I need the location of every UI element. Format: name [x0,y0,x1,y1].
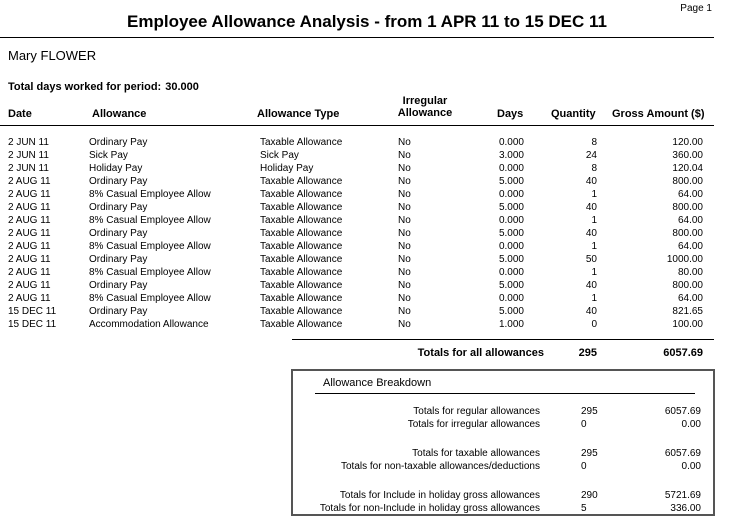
cell-irregular: No [398,241,411,252]
header-irregular-line2: Allowance [397,107,453,119]
cell-quantity: 1 [591,267,597,278]
cell-gross: 120.04 [672,163,703,174]
cell-gross: 1000.00 [666,254,703,265]
cell-irregular: No [398,228,411,239]
cell-days: 0.000 [498,241,524,252]
cell-allowance: 8% Casual Employee Allow [89,241,211,252]
breakdown-quantity: 0 [581,461,587,472]
cell-allowance: 8% Casual Employee Allow [89,293,211,304]
cell-days: 5.000 [498,228,524,239]
cell-allowance-type: Taxable Allowance [260,267,343,278]
cell-gross: 100.00 [672,319,703,330]
cell-days: 5.000 [498,306,524,317]
cell-allowance: Ordinary Pay [89,254,148,265]
cell-quantity: 50 [585,254,597,265]
breakdown-label: Totals for taxable allowances [412,448,540,459]
cell-allowance: Sick Pay [89,150,128,161]
header-gross-amount: Gross Amount ($) [612,108,705,120]
cell-days: 5.000 [498,202,524,213]
breakdown-row [293,503,713,516]
cell-quantity: 24 [585,150,597,161]
cell-allowance-type: Taxable Allowance [260,202,343,213]
cell-gross: 821.65 [672,306,703,317]
cell-allowance: Holiday Pay [89,163,143,174]
cell-allowance-type: Taxable Allowance [260,176,343,187]
cell-allowance-type: Taxable Allowance [260,189,343,200]
table-row [0,241,734,254]
cell-quantity: 1 [591,293,597,304]
allowance-breakdown-box [291,369,715,516]
cell-quantity: 8 [591,163,597,174]
cell-days: 0.000 [498,163,524,174]
cell-date: 2 AUG 11 [8,189,51,200]
cell-quantity: 1 [591,189,597,200]
cell-allowance-type: Taxable Allowance [260,137,343,148]
table-row [0,202,734,215]
breakdown-label: Totals for non-taxable allowances/deductions [340,461,540,472]
cell-quantity: 8 [591,137,597,148]
cell-allowance: 8% Casual Employee Allow [89,267,211,278]
cell-days: 3.000 [498,150,524,161]
breakdown-label: Totals for regular allowances [413,406,540,417]
table-row [0,280,734,293]
cell-date: 2 JUN 11 [8,150,49,161]
cell-date: 2 AUG 11 [8,176,51,187]
breakdown-label: Totals for Include in holiday gross allowances [339,490,540,501]
cell-allowance-type: Taxable Allowance [260,215,343,226]
cell-date: 2 AUG 11 [8,267,51,278]
cell-days: 0.000 [498,137,524,148]
cell-days: 5.000 [498,254,524,265]
days-worked-value: 30.000 [165,81,199,93]
cell-allowance: Ordinary Pay [89,137,148,148]
header-irregular-line1: Irregular [402,95,448,107]
cell-date: 2 AUG 11 [8,293,51,304]
cell-gross: 64.00 [677,293,703,304]
cell-allowance: Ordinary Pay [89,176,148,187]
totals-gross: 6057.69 [663,347,703,359]
table-row [0,228,734,241]
cell-quantity: 1 [591,215,597,226]
employee-name: Mary FLOWER [8,48,97,63]
cell-gross: 800.00 [672,202,703,213]
cell-gross: 120.00 [672,137,703,148]
cell-gross: 360.00 [672,150,703,161]
breakdown-quantity: 5 [581,503,587,514]
cell-irregular: No [398,150,411,161]
cell-irregular: No [398,280,411,291]
cell-gross: 64.00 [677,189,703,200]
cell-days: 5.000 [498,280,524,291]
header-irregular [384,95,466,119]
cell-allowance: Accommodation Allowance [89,319,209,330]
cell-allowance-type: Taxable Allowance [260,319,343,330]
cell-allowance-type: Taxable Allowance [260,280,343,291]
cell-quantity: 40 [585,280,597,291]
cell-quantity: 40 [585,176,597,187]
cell-allowance-type: Taxable Allowance [260,228,343,239]
title-divider [0,37,714,38]
cell-allowance: Ordinary Pay [89,228,148,239]
header-allowance: Allowance [92,108,147,120]
breakdown-quantity: 295 [581,448,598,459]
breakdown-quantity: 0 [581,419,587,430]
table-row [0,293,734,306]
breakdown-label: Totals for irregular allowances [407,419,540,430]
header-divider [0,125,714,126]
cell-allowance-type: Sick Pay [260,150,299,161]
cell-date: 2 AUG 11 [8,280,51,291]
report-title: Employee Allowance Analysis - from 1 APR 11 to 15 DEC 11 [127,12,607,31]
cell-days: 5.000 [498,176,524,187]
cell-irregular: No [398,215,411,226]
breakdown-amount: 6057.69 [664,448,701,459]
breakdown-row [293,419,713,432]
cell-date: 2 AUG 11 [8,241,51,252]
cell-gross: 80.00 [677,267,703,278]
page-number: Page 1 [680,3,712,14]
cell-allowance-type: Taxable Allowance [260,254,343,265]
cell-days: 0.000 [498,267,524,278]
cell-allowance-type: Taxable Allowance [260,241,343,252]
cell-allowance: 8% Casual Employee Allow [89,215,211,226]
table-row [0,306,734,319]
header-quantity: Quantity [551,108,596,120]
cell-irregular: No [398,319,411,330]
cell-quantity: 40 [585,306,597,317]
cell-date: 15 DEC 11 [8,319,57,330]
cell-irregular: No [398,202,411,213]
breakdown-row [293,448,713,461]
header-days: Days [497,108,524,120]
cell-gross: 800.00 [672,280,703,291]
cell-allowance: 8% Casual Employee Allow [89,189,211,200]
table-row [0,215,734,228]
totals-quantity: 295 [578,347,597,359]
cell-date: 2 AUG 11 [8,202,51,213]
cell-quantity: 1 [591,241,597,252]
cell-days: 0.000 [498,215,524,226]
table-row [0,267,734,280]
cell-allowance-type: Holiday Pay [260,163,314,174]
breakdown-amount: 6057.69 [664,406,701,417]
table-row [0,189,734,202]
days-worked [8,81,199,93]
breakdown-row [293,490,713,503]
cell-quantity: 0 [591,319,597,330]
cell-date: 2 JUN 11 [8,163,49,174]
header-allowance-type: Allowance Type [257,108,340,120]
cell-irregular: No [398,267,411,278]
cell-allowance: Ordinary Pay [89,280,148,291]
cell-days: 0.000 [498,189,524,200]
breakdown-label: Totals for non-Include in holiday gross allowances [319,503,540,514]
cell-date: 2 AUG 11 [8,254,51,265]
breakdown-amount: 5721.69 [664,490,701,501]
breakdown-quantity: 290 [581,490,598,501]
cell-gross: 800.00 [672,176,703,187]
cell-quantity: 40 [585,228,597,239]
header-date: Date [8,108,32,120]
cell-days: 0.000 [498,293,524,304]
cell-gross: 64.00 [677,215,703,226]
cell-irregular: No [398,176,411,187]
table-row [0,137,734,150]
totals-label: Totals for all allowances [417,347,544,359]
cell-allowance-type: Taxable Allowance [260,293,343,304]
totals-divider [292,339,714,340]
cell-irregular: No [398,306,411,317]
table-row [0,319,734,332]
cell-irregular: No [398,293,411,304]
breakdown-row [293,406,713,419]
breakdown-amount: 336.00 [670,503,701,514]
cell-irregular: No [398,254,411,265]
cell-quantity: 40 [585,202,597,213]
cell-irregular: No [398,189,411,200]
days-worked-label: Total days worked for period: [8,81,162,93]
cell-allowance: Ordinary Pay [89,306,148,317]
breakdown-quantity: 295 [581,406,598,417]
cell-irregular: No [398,163,411,174]
cell-date: 2 JUN 11 [8,137,49,148]
cell-irregular: No [398,137,411,148]
breakdown-amount: 0.00 [681,419,701,430]
table-row [0,163,734,176]
cell-date: 15 DEC 11 [8,306,57,317]
table-row [0,150,734,163]
breakdown-amount: 0.00 [681,461,701,472]
cell-date: 2 AUG 11 [8,228,51,239]
cell-gross: 64.00 [677,241,703,252]
cell-allowance-type: Taxable Allowance [260,306,343,317]
totals-row [0,347,734,360]
breakdown-row [293,461,713,474]
cell-gross: 800.00 [672,228,703,239]
breakdown-divider [315,393,695,394]
cell-date: 2 AUG 11 [8,215,51,226]
table-row [0,254,734,267]
cell-allowance: Ordinary Pay [89,202,148,213]
breakdown-title: Allowance Breakdown [323,377,432,389]
table-row [0,176,734,189]
cell-days: 1.000 [498,319,524,330]
